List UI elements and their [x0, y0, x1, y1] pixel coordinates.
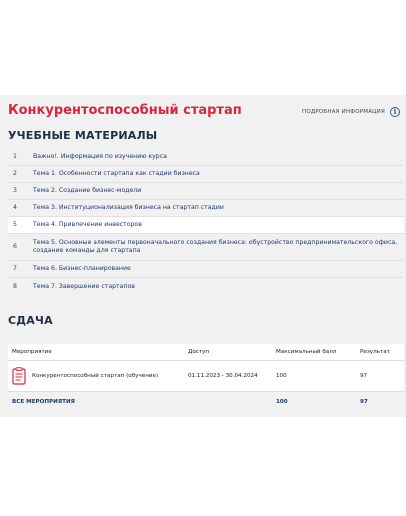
- item-link[interactable]: Важно!. Информация по изучению курса: [33, 153, 167, 160]
- access-cell: 01.11.2023 - 30.04.2024: [188, 373, 258, 379]
- item-link[interactable]: Тема 4. Привлечение инвесторов: [33, 221, 142, 228]
- event-cell: [8, 367, 188, 385]
- details-link-label: ПОДРОБНАЯ ИНФОРМАЦИЯ: [302, 109, 385, 115]
- item-link[interactable]: Тема 5. Основные элементы первоначального создания бизнеса: обустройство предпринимательского офиса, создание команды для стартапа: [33, 239, 398, 254]
- item-link[interactable]: Тема 7. Завершение стартапов: [33, 282, 135, 290]
- list-item[interactable]: [8, 166, 404, 183]
- col-event[interactable]: Мероприятие: [12, 349, 52, 355]
- item-number: 3: [13, 187, 17, 194]
- item-link[interactable]: Тема 3. Институционализация бизнеса на стартап стадии: [33, 204, 224, 211]
- max-cell: 100: [276, 373, 287, 379]
- item-number: 4: [13, 204, 17, 211]
- details-link[interactable]: [302, 107, 400, 117]
- col-access[interactable]: Доступ: [188, 349, 210, 355]
- total-max: 100: [276, 398, 288, 405]
- materials-heading: УЧЕБНЫЕ МАТЕРИАЛЫ: [8, 129, 158, 142]
- item-link[interactable]: Тема 2. Создание бизнес-модели: [33, 187, 142, 194]
- item-number: 6: [13, 243, 17, 250]
- table-row[interactable]: [8, 361, 404, 391]
- item-number: 7: [13, 265, 17, 272]
- course-title: Конкурентоспособный стартап: [8, 103, 242, 118]
- list-item[interactable]: [8, 234, 404, 261]
- total-row: [8, 391, 404, 411]
- document-icon[interactable]: [12, 367, 26, 385]
- item-number: 2: [13, 170, 17, 177]
- list-item[interactable]: [8, 183, 404, 200]
- list-item[interactable]: [8, 278, 404, 295]
- item-link[interactable]: Тема 6. Бизнес-планирование: [33, 265, 131, 272]
- info-icon[interactable]: i: [390, 107, 400, 117]
- event-link[interactable]: Конкурентоспособный стартап (обучение): [32, 373, 159, 379]
- item-number: 5: [13, 221, 17, 228]
- total-result: 97: [360, 398, 368, 405]
- submission-table: [8, 344, 404, 411]
- item-link[interactable]: Тема 1. Особенности стартапа как стадии бизнеса: [33, 170, 200, 177]
- submission-heading: СДАЧА: [8, 314, 53, 327]
- list-item[interactable]: [8, 149, 404, 166]
- materials-list: [8, 149, 404, 295]
- list-item[interactable]: [8, 261, 404, 278]
- item-number: 1: [13, 153, 17, 160]
- item-number: 8: [13, 282, 17, 290]
- table-header: [8, 344, 404, 361]
- list-item-active[interactable]: [8, 217, 404, 234]
- result-cell: 97: [360, 373, 368, 379]
- col-max[interactable]: Максимальный балл: [276, 349, 337, 355]
- col-result[interactable]: Результат: [360, 349, 390, 355]
- total-label: ВСЕ МЕРОПРИЯТИЯ: [12, 398, 75, 405]
- list-item[interactable]: [8, 200, 404, 217]
